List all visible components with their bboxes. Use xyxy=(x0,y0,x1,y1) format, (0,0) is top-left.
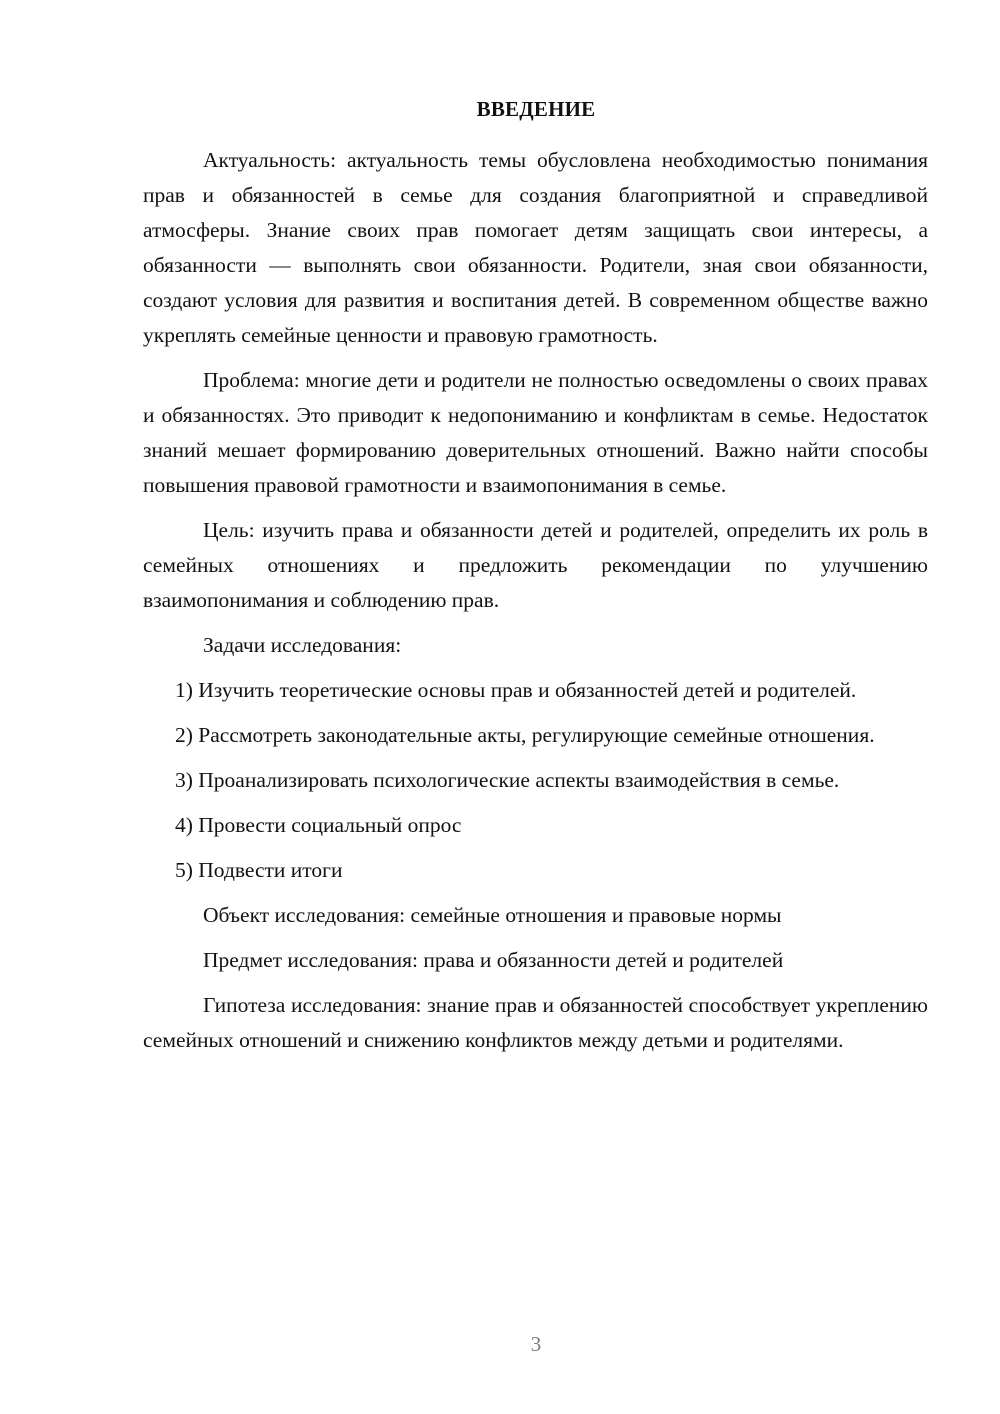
task-item-5: 5) Подвести итоги xyxy=(175,858,343,882)
task-item-1: 1) Изучить теоретические основы прав и обязанностей детей и родителей. xyxy=(175,678,857,702)
task-item-4: 4) Провести социальный опрос xyxy=(175,813,462,837)
document-body xyxy=(143,143,928,1068)
research-hypothesis: Гипотеза исследования: знание прав и обязанностей способствует укреплению семейных отношений и снижению конфликтов между детьми и родителями. xyxy=(143,993,928,1052)
section-heading: ВВЕДЕНИЕ xyxy=(476,97,596,121)
tasks-heading: Задачи исследования: xyxy=(203,633,402,657)
paragraph-problem: Проблема: многие дети и родители не полностью осведомлены о своих правах и обязанностях. Это приводит к недопониманию и конфликтам в семье. Недостаток знаний мешает формированию доверительных отношений. Важно найти способы повышения правовой грамотности и взаимопонимания в семье. xyxy=(143,368,928,497)
paragraph-relevance: Актуальность: актуальность темы обусловлена необходимостью понимания прав и обязанностей в семье для создания благоприятной и справедливой атмосферы. Знание своих прав помогает детям защищать свои интересы, а обязанности — выполнять свои обязанности. Родители, зная свои обязанности, создают условия для развития и воспитания детей. В современном обществе важно укреплять семейные ценности и правовую грамотность. xyxy=(143,148,928,347)
task-item-3: 3) Проанализировать психологические аспекты взаимодействия в семье. xyxy=(175,768,840,792)
research-object: Объект исследования: семейные отношения и правовые нормы xyxy=(203,903,782,927)
tasks-list xyxy=(143,673,928,888)
page-number: 3 xyxy=(530,1332,542,1356)
paragraph-goal: Цель: изучить права и обязанности детей и родителей, определить их роль в семейных отношениях и предложить рекомендации по улучшению взаимопонимания и соблюдению прав. xyxy=(143,518,928,612)
task-item-2: 2) Рассмотреть законодательные акты, регулирующие семейные отношения. xyxy=(175,723,875,747)
research-subject: Предмет исследования: права и обязанности детей и родителей xyxy=(203,948,784,972)
